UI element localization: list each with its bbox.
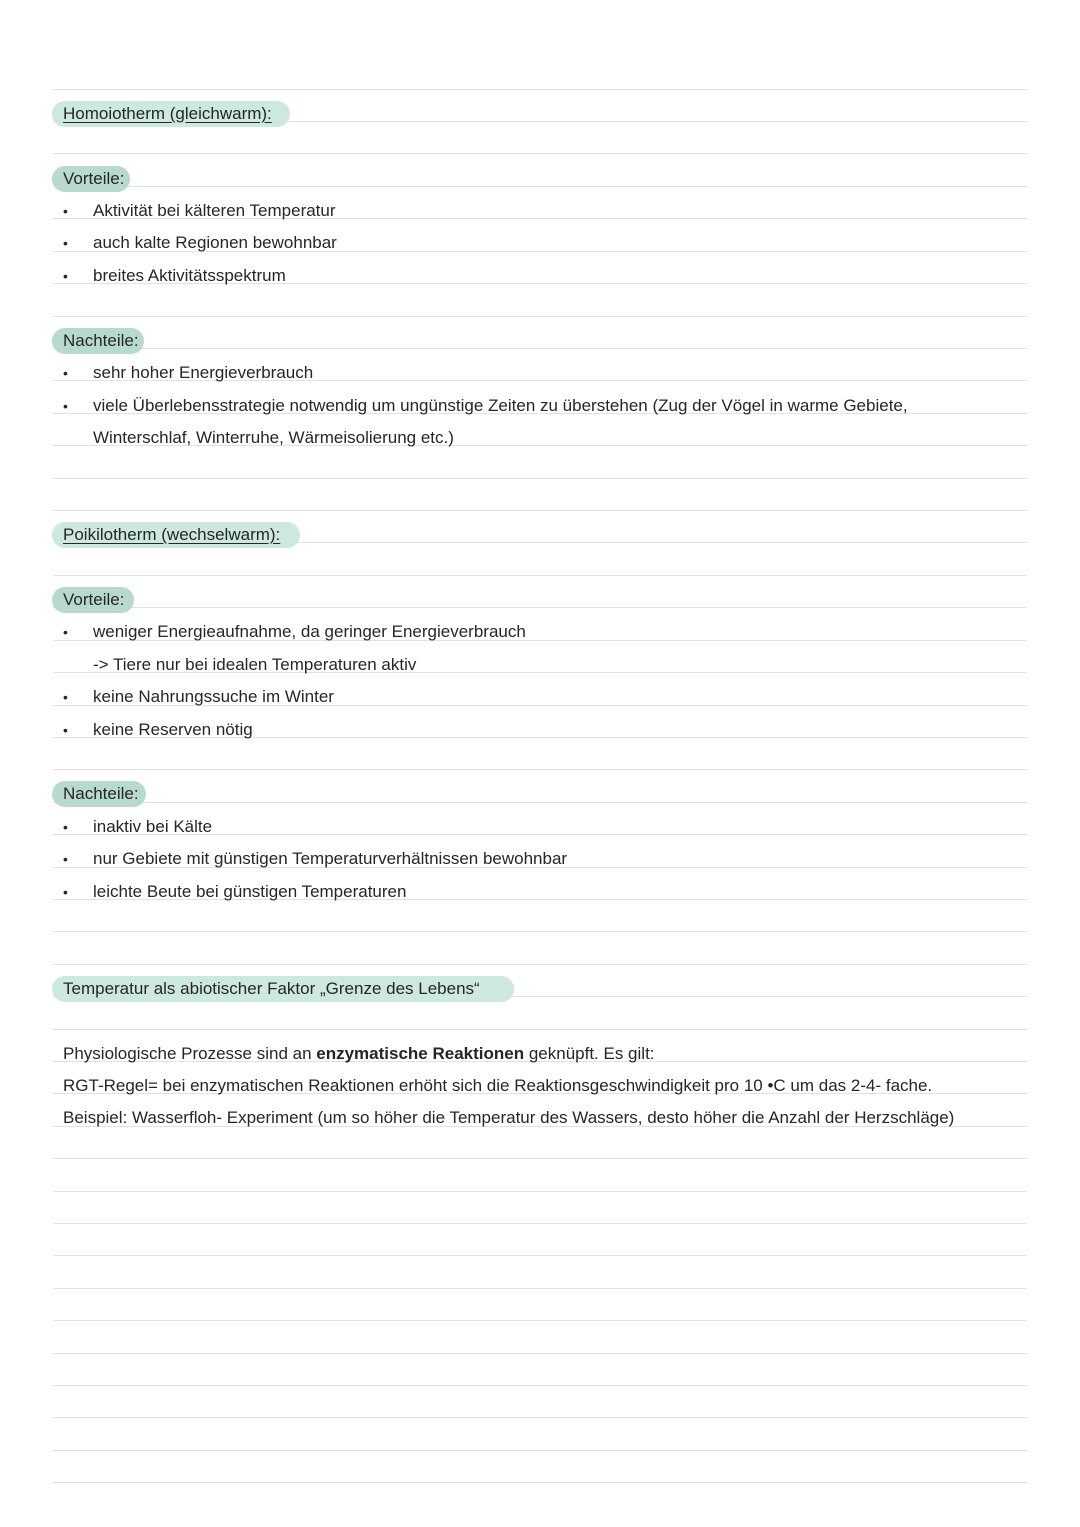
homoio-vorteile-label-line bbox=[0, 163, 1080, 195]
list-item-text: inaktiv bei Kälte bbox=[93, 817, 213, 836]
list-item-text: weniger Energieaufnahme, da geringer Energieverbrauch bbox=[93, 622, 526, 641]
list-item bbox=[0, 195, 1080, 227]
list-item bbox=[0, 681, 1080, 713]
ruled-line bbox=[53, 316, 1027, 317]
list-item-text: Winterschlaf, Winterruhe, Wärmeisolierung etc.) bbox=[93, 428, 454, 447]
ruled-line bbox=[53, 510, 1027, 511]
list-item-text: breites Aktivitätsspektrum bbox=[93, 266, 286, 285]
paragraph-text bbox=[63, 1038, 655, 1070]
ruled-line bbox=[53, 1191, 1027, 1192]
list-item bbox=[0, 616, 1080, 648]
example-text: Beispiel: Wasserfloh- Experiment (um so höher die Temperatur des Wassers, desto höher die Anzahl der Herzschläge) bbox=[63, 1108, 955, 1127]
list-item-text: keine Nahrungssuche im Winter bbox=[93, 687, 334, 706]
list-item-continuation bbox=[0, 422, 1080, 454]
ruled-line bbox=[53, 1482, 1027, 1483]
ruled-line bbox=[53, 1385, 1027, 1386]
paragraph-segment: Physiologische Prozesse sind an bbox=[63, 1044, 317, 1063]
list-item-continuation bbox=[0, 649, 1080, 681]
bullet-icon: • bbox=[63, 398, 68, 414]
list-item bbox=[0, 390, 1080, 422]
poikilo-heading: Poikilotherm (wechselwarm): bbox=[63, 525, 281, 544]
bold-term: enzymatische Reaktionen bbox=[316, 1044, 525, 1063]
rgt-rule-text: RGT-Regel= bei enzymatischen Reaktionen erhöht sich die Reaktionsgeschwindigkeit pro 10 •C um das 2-4- fache. bbox=[63, 1076, 933, 1095]
ruled-line bbox=[53, 575, 1027, 576]
list-item-text: sehr hoher Energieverbrauch bbox=[93, 363, 314, 382]
list-item bbox=[0, 714, 1080, 746]
bullet-icon: • bbox=[63, 624, 68, 640]
list-item-text: -> Tiere nur bei idealen Temperaturen aktiv bbox=[93, 655, 417, 674]
bullet-icon: • bbox=[63, 365, 68, 381]
list-item-text: keine Reserven nötig bbox=[93, 720, 253, 739]
list-item-text: auch kalte Regionen bewohnbar bbox=[93, 233, 337, 252]
ruled-line bbox=[53, 89, 1027, 90]
list-item bbox=[0, 357, 1080, 389]
poikilo-vorteile-label: Vorteile: bbox=[63, 590, 125, 609]
poikilo-nachteile-label-line bbox=[0, 778, 1080, 810]
bullet-icon: • bbox=[63, 819, 68, 835]
homoio-nachteile-label-line bbox=[0, 325, 1080, 357]
ruled-line bbox=[53, 1029, 1027, 1030]
paragraph-line bbox=[0, 1038, 1080, 1070]
paragraph-line bbox=[0, 1070, 1080, 1102]
ruled-line bbox=[53, 153, 1027, 154]
bullet-icon: • bbox=[63, 689, 68, 705]
ruled-line bbox=[53, 1288, 1027, 1289]
ruled-line bbox=[53, 1158, 1027, 1159]
ruled-line bbox=[53, 769, 1027, 770]
ruled-line bbox=[53, 931, 1027, 932]
homoio-heading-line bbox=[0, 98, 1080, 130]
poikilo-nachteile-label: Nachteile: bbox=[63, 784, 139, 803]
ruled-line bbox=[53, 1223, 1027, 1224]
bullet-icon: • bbox=[63, 851, 68, 867]
poikilo-heading-line bbox=[0, 519, 1080, 551]
bullet-icon: • bbox=[63, 203, 68, 219]
homoio-vorteile-label: Vorteile: bbox=[63, 169, 125, 188]
list-item-text: nur Gebiete mit günstigen Temperaturverhältnissen bewohnbar bbox=[93, 849, 568, 868]
list-item bbox=[0, 227, 1080, 259]
bullet-icon: • bbox=[63, 722, 68, 738]
list-item bbox=[0, 811, 1080, 843]
list-item bbox=[0, 260, 1080, 292]
ruled-line bbox=[53, 1353, 1027, 1354]
list-item-text: leichte Beute bei günstigen Temperaturen bbox=[93, 882, 407, 901]
paragraph-segment: geknüpft. Es gilt: bbox=[524, 1044, 655, 1063]
bullet-icon: • bbox=[63, 884, 68, 900]
temperatur-heading: Temperatur als abiotischer Faktor „Grenze des Lebens“ bbox=[63, 979, 480, 998]
ruled-line bbox=[53, 1320, 1027, 1321]
list-item-text: viele Überlebensstrategie notwendig um ungünstige Zeiten zu überstehen (Zug der Vögel in warme Gebiete, bbox=[93, 396, 908, 415]
ruled-line bbox=[53, 478, 1027, 479]
temperatur-heading-line bbox=[0, 973, 1080, 1005]
ruled-line bbox=[53, 1450, 1027, 1451]
bullet-icon: • bbox=[63, 268, 68, 284]
list-item bbox=[0, 843, 1080, 875]
bullet-icon: • bbox=[63, 235, 68, 251]
ruled-line bbox=[53, 1255, 1027, 1256]
ruled-line bbox=[53, 964, 1027, 965]
homoio-heading: Homoiotherm (gleichwarm): bbox=[63, 104, 272, 123]
ruled-line bbox=[53, 1417, 1027, 1418]
poikilo-vorteile-label-line bbox=[0, 584, 1080, 616]
list-item-text: Aktivität bei kälteren Temperatur bbox=[93, 201, 336, 220]
list-item bbox=[0, 876, 1080, 908]
paragraph-line bbox=[0, 1102, 1080, 1134]
homoio-nachteile-label: Nachteile: bbox=[63, 331, 139, 350]
